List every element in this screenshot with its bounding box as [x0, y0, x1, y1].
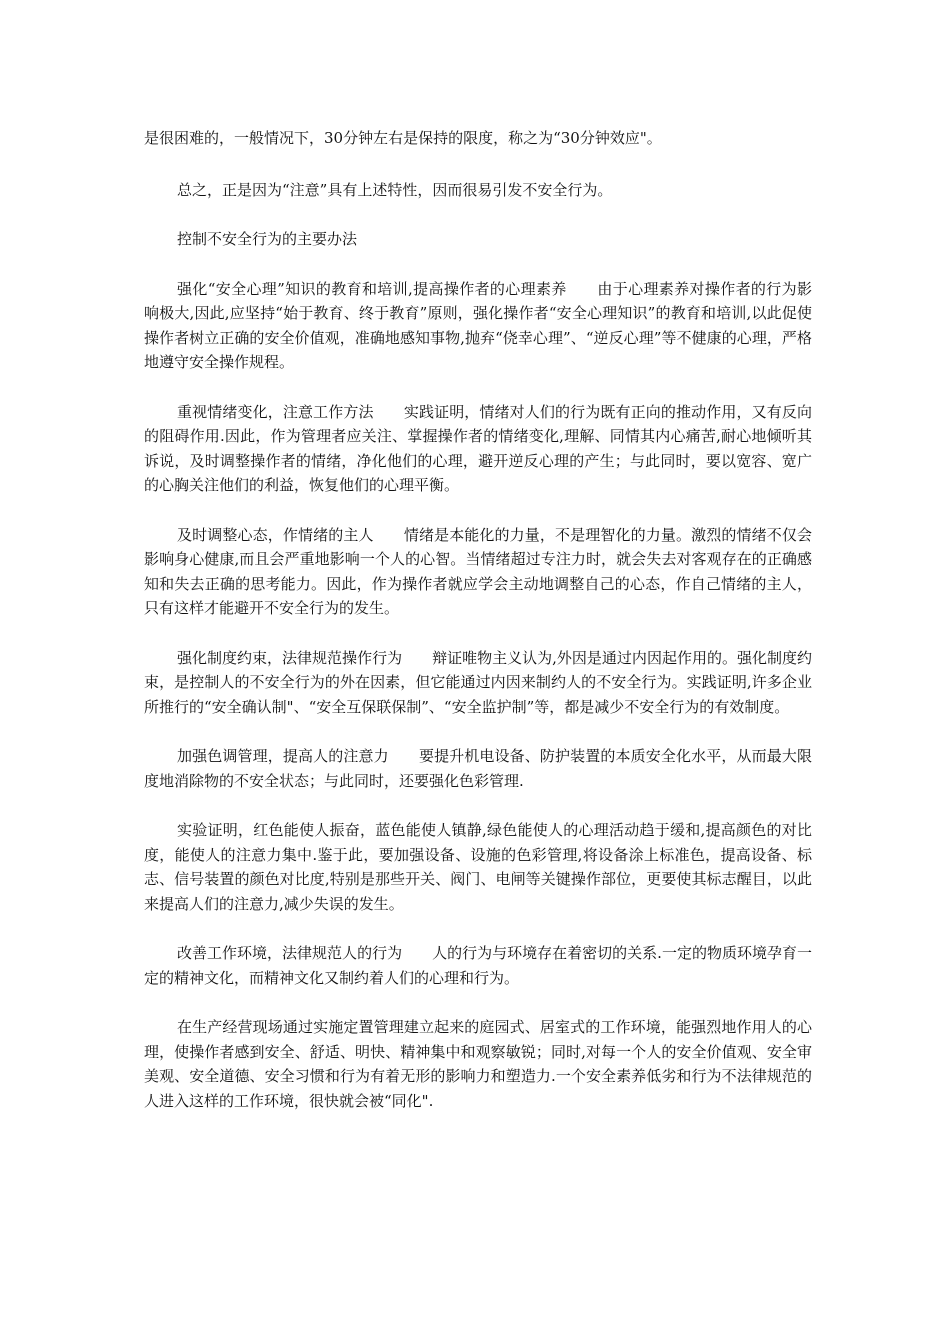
- paragraph-site-management: 在生产经营现场通过实施定置管理建立起来的庭园式、居室式的工作环境，能强烈地作用人的心理，使操作者感到安全、舒适、明快、精神集中和观察敏锐；同时,对每一个人的安全价值观、安全审美观、安全道德、安全习惯和行为有着无形的影响力和塑造力.一个安全素养低劣和行为不法律规范的人进入这样的工作环境，很快就会被“同化".: [144, 1018, 812, 1110]
- paragraph-summary: 总之，正是因为“注意”具有上述特性，因而很易引发不安全行为。: [177, 180, 613, 199]
- paragraph-work-environment: 改善工作环境，法律规范人的行为 人的行为与环境存在着密切的关系.一定的物质环境孕育一定的精神文化，而精神文化又制约着人们的心理和行为。: [144, 944, 812, 987]
- document-page: [144, 126, 812, 1138]
- paragraph-safety-psychology: 强化“安全心理”知识的教育和培训,提高操作者的心理素养 由于心理素养对操作者的行为影响极大,因此,应坚持“始于教育、终于教育”原则，强化操作者“安全心理知识”的教育和培训,以此促使操作者树立正确的安全价值观，准确地感知事物,抛弃“侥幸心理”、“逆反心理”等不健康的心理，严格地遵守安全操作规程。: [144, 279, 812, 371]
- paragraph-color-management: 加强色调管理，提高人的注意力 要提升机电设备、防护装置的本质安全化水平，从而最大限度地消除物的不安全状态；与此同时，还要强化色彩管理.: [144, 747, 812, 790]
- section-heading: 控制不安全行为的主要办法: [177, 230, 358, 248]
- paragraph-adjust-mindset: 及时调整心态，作情绪的主人 情绪是本能化的力量，不是理智化的力量。激烈的情绪不仅会影响身心健康,而且会严重地影响一个人的心智。当情绪超过专注力时，就会失去对客观存在的正确感知和失去正确的思考能力。因此，作为操作者就应学会主动地调整自己的心态，作自己情绪的主人，只有这样才能避开不安全行为的发生。: [144, 525, 812, 617]
- paragraph-color-experiment: 实验证明，红色能使人振奋，蓝色能使人镇静,绿色能使人的心理活动趋于缓和,提高颜色的对比度，能使人的注意力集中.鉴于此，要加强设备、设施的色彩管理,将设备涂上标准色，提高设备、标志、信号装置的颜色对比度,特别是那些开关、阀门、电闸等关键操作部位，更要使其标志醒目，以此来提高人们的注意力,减少失误的发生。: [144, 821, 812, 913]
- paragraph-continuation: 是很困难的，一般情况下，30分钟左右是保持的限度，称之为“30分钟效应"。: [144, 129, 662, 147]
- paragraph-emotion-changes: 重视情绪变化，注意工作方法 实践证明，情绪对人们的行为既有正向的推动作用，又有反向的阻碍作用.因此，作为管理者应关注、掌握操作者的情绪变化,理解、同情其内心痛苦,耐心地倾听其诉说，及时调整操作者的情绪，净化他们的心理，避开逆反心理的产生；与此同时，要以宽容、宽广的心胸关注他们的利益，恢复他们的心理平衡。: [144, 402, 812, 494]
- paragraph-institutional-constraint: 强化制度约束，法律规范操作行为 辩证唯物主义认为,外因是通过内因起作用的。强化制度约束，是控制人的不安全行为的外在因素，但它能通过内因来制约人的不安全行为。实践证明,许多企业所推行的“安全确认制"、“安全互保联保制”、“安全监护制”等，都是减少不安全行为的有效制度。: [144, 648, 812, 716]
